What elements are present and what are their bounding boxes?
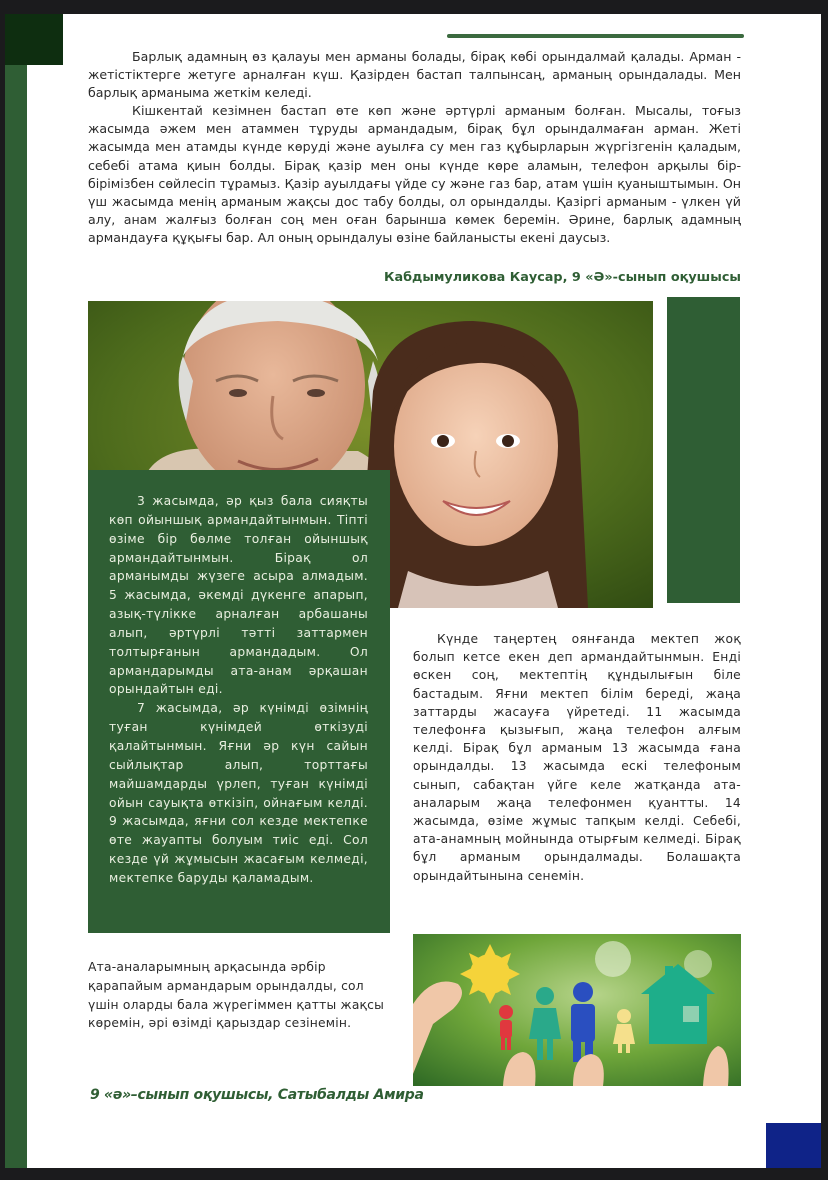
family-illustration bbox=[413, 934, 741, 1086]
article-2-right-column bbox=[413, 630, 741, 885]
article-2-box-paragraph: 3 жасымда, әр қыз бала сияқты көп ойыншық армандайтынмын. Тіпті өзіме бір бөлме толған ойыншық армандайтынмын. Бірақ ол арманымды жүзеге асыра алмадым. 5 жасымда, әкемді дүкенге апарып, азық-түлікке арналған арбашаны алып, әртүрлі тәтті заттармен толтырғанын армандадым. Ол армандарымды ата-анам әрқашан орындайтын еді. bbox=[109, 494, 368, 697]
article-2-signature: 9 «ә»–сынып оқушысы, Сатыбалды Амира bbox=[90, 1087, 424, 1103]
article-2-right-paragraph: Күнде таңертең оянғанда мектеп жоқ болып кетсе екен деп армандайтынмын. Енді өскен соң, мектептің құндылығын біле бастадым. Яғни мектеп білім береді, жаңа заттарды жасауға үйретеді. 11 жасымда телефонға қызығып, жаңа телефон алғым келді. Бірақ бұл арманым 13 жасымда ғана орындалды. 13 жасымда ескі телефоным сынып, сабақтан үйге келе жатқанда ата-аналарым жаңа телефонмен қуантты. 14 жасымда, өзіме жұмыс тапқым келді. Себебі, ата-анамның мойнында отырғым келмеді. Бірақ бұл арманым орындалмады. Болашақта орындайтынына сенемін. bbox=[413, 632, 741, 883]
article-2-closing: Ата-аналарымның арқасында әрбір қарапайым армандарым орындалды, сол үшін оларды бала жүрегіммен қатты жақсы көремін, әрі өзімді қарыздар сезінемін. bbox=[88, 960, 385, 1031]
article-1-text bbox=[88, 48, 741, 247]
article-2-box-paragraph: 7 жасымда, әр күнімді өзімнің туған күнімдей өткізуді қалайтынмын. Яғни әр күн сайын сыйлықтар алып, торттағы майшамдарды үрлеп, туған күнімді ойын сауықта өткізіп, ойнағым келді. 9 жасымда, яғни сол кезде мектепке өте жауапты болуым тиіс еді. Сол кезде үй жұмысын жасағым келмеді, мектепке баруды қаламадым. bbox=[109, 701, 368, 885]
top-decorative-line bbox=[447, 34, 744, 38]
corner-blue-decoration bbox=[766, 1123, 821, 1168]
right-decorative-panel bbox=[667, 297, 740, 603]
family-paper-cutout-photo bbox=[413, 934, 741, 1086]
magazine-page bbox=[5, 14, 821, 1168]
article-2-highlight-box bbox=[88, 470, 390, 933]
article-1-paragraph: Кішкентай кезімнен бастап өте көп және әртүрлі арманым болған. Мысалы, тоғыз жасымда әжем мен атаммен тұруды армандадым, бірақ бұл орындалмаған арман. Жеті жасымда мен атамды күнде көруді және ауылға су мен газ құбырларын жүргізгенін қаладым, себебі атама қиын болды. Бірақ қазір мен оны күнде көре аламын, телефон арқылы бір-бірімізбен сөйлесіп тұрамыз. Қазір ауылдағы үйде су және газ бар, атам үшін қуаныштымын. Он үш жасымда менің арманым жақсы дос табу болды, ол орындалды. Қазіргі арманым - үлкен үй алу, анам жалғыз болған соң мен оған барынша көмек беремін. Әрине, барлық адамның армандауға құқығы бар. Ал оның орындалуы өзіне байланысты екені даусыз. bbox=[88, 103, 741, 245]
article-1-signature: Кабдымуликова Каусар, 9 «Ә»-сынып оқушысы bbox=[384, 270, 741, 285]
article-1-paragraph: Барлық адамның өз қалауы мен арманы болады, бірақ көбі орындалмай қалады. Арман - жетістіктерге жетуге арналған күш. Қазірден бастап талпынсаң, арманың орындалады. Мен барлық арманыма жеткім келеді. bbox=[88, 49, 741, 101]
left-decorative-bar bbox=[5, 65, 27, 1168]
corner-decoration bbox=[5, 14, 63, 65]
